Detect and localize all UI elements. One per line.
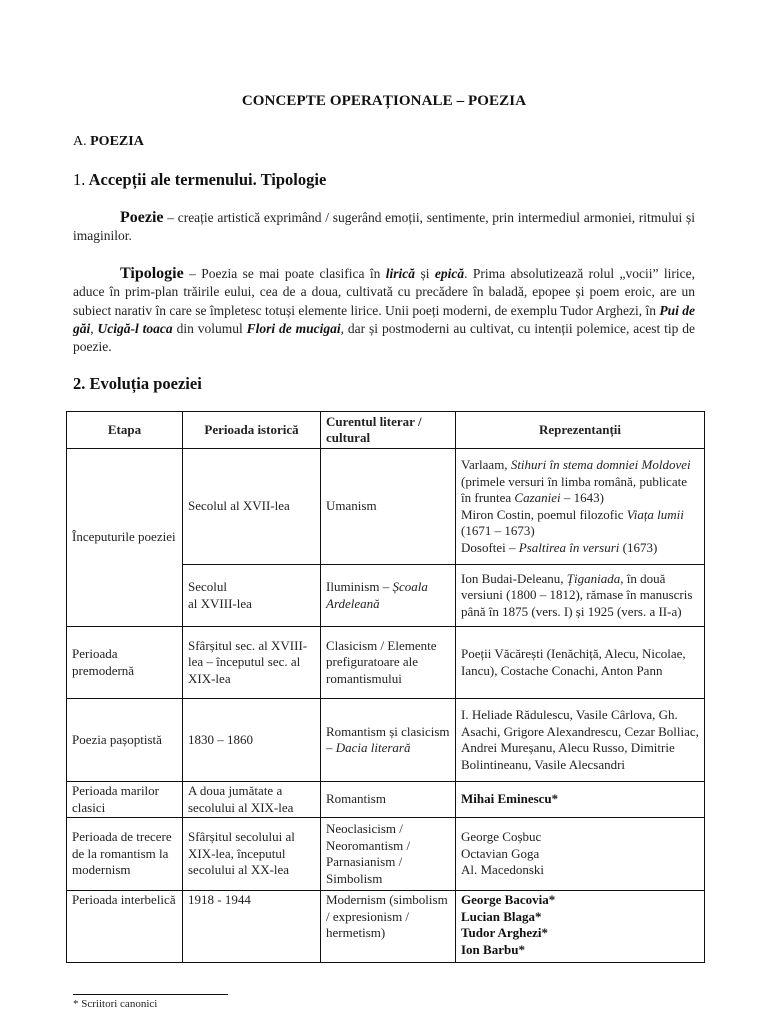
table-cell-curent: Romantism: [321, 782, 456, 818]
table-row: [67, 891, 705, 963]
heading-2-text: Evoluția poeziei: [89, 374, 202, 393]
table-cell-curent: Umanism: [321, 449, 456, 565]
table-cell-curent: Neoclasicism / Neoromantism / Parnasianism / Simbolism: [321, 818, 456, 891]
text-run: și: [415, 266, 435, 281]
heading-2-number: 2.: [73, 374, 86, 393]
canonical-author: Tudor Arghezi*: [461, 925, 549, 940]
work-title: Flori de mucigai: [246, 320, 341, 336]
table-row: [67, 627, 705, 699]
heading-1: [73, 170, 326, 190]
heading-2: [73, 374, 202, 394]
table-cell-reprezentanti: I. Heliade Rădulescu, Vasile Cârlova, Gh. Asachi, Grigore Alexandrescu, Cezar Bolliac, Andrei Mureșanu, Alecu Russo, Dimitrie Bolintineanu, Vasile Alecsandri: [456, 699, 705, 782]
heading-1-text: Accepții ale termenului. Tipologie: [88, 170, 327, 189]
section-a-label: POEZIA: [90, 134, 144, 149]
work-title: Viața lumii: [626, 506, 684, 522]
table-row: [67, 818, 705, 891]
table-header-row: [67, 412, 705, 449]
emphasis-text: Școala Ardeleană: [326, 579, 428, 611]
text-run: . Prima absolutizează rolul „vocii” lirice, aduce în prim-plan trăirile eului, cea de a doua, cultivată cu precădere în baladă, epopee și poem eroic, are un subiect narativ în care se împletesc totuși elemente lirice. Unii poeți moderni, de exemplu Tudor Arghezi, în: [73, 266, 695, 318]
table-cell-reprezentanti: [456, 891, 705, 963]
footnote-divider: [73, 994, 228, 995]
work-title: Țiganiada: [566, 570, 621, 586]
text-run: , în două versiuni (1800 – 1812), rămase în manuscris până în 1875 (vers. I) și 1925 (vers. a II-a): [461, 570, 693, 619]
text-run: Iluminism –: [326, 579, 393, 594]
table-cell-reprezentanti: Poeții Văcărești (Ienăchiță, Alecu, Nicolae, Iancu), Costache Conachi, Anton Pann: [456, 627, 705, 699]
table-cell-etapa: Perioada marilor clasici: [67, 782, 183, 818]
page-title: CONCEPTE OPERAȚIONALE – POEZIA: [241, 93, 527, 109]
table-cell-reprezentanti: [456, 565, 705, 627]
table-cell-perioada: 1830 – 1860: [183, 699, 321, 782]
term-poezie: Poezie: [120, 209, 164, 226]
table-cell-etapa: Perioada premodernă: [67, 627, 183, 699]
table-cell-etapa: Perioada interbelică: [67, 891, 183, 963]
table-cell-curent: [321, 699, 456, 782]
table-header: Etapa: [67, 412, 183, 449]
paragraph-poezie: [73, 209, 695, 246]
canonical-author: George Bacovia*: [461, 892, 556, 907]
text-run: (1671 – 1673): [461, 523, 535, 538]
table-cell-perioada: A doua jumătate a secolului al XIX-lea: [183, 782, 321, 818]
table-header: Reprezentanții: [456, 412, 705, 449]
table-cell-etapa: Începuturile poeziei: [67, 449, 183, 627]
paragraph-tipologie: [73, 265, 695, 356]
text-run: (1673): [619, 539, 658, 555]
table-cell-perioada: Sfârșitul secolului al XIX-lea, începutul secolului al XX-lea: [183, 818, 321, 891]
canonical-author: Mihai Eminescu*: [461, 791, 559, 807]
text-run: Romantism și clasicism –: [326, 723, 450, 755]
table-row: [67, 699, 705, 782]
table-cell-etapa: Poezia pașoptistă: [67, 699, 183, 782]
evolution-table: [66, 411, 705, 963]
table-row: [67, 782, 705, 818]
footnote: * Scriitori canonici: [73, 998, 158, 1010]
text-run: Miron Costin, poemul filozofic: [461, 506, 627, 522]
text-run: (primele versuri în limba română, publicate în fruntea: [461, 473, 687, 505]
table-row: [67, 449, 705, 565]
table-cell-perioada: Sfârșitul sec. al XVIII-lea – începutul sec. al XIX-lea: [183, 627, 321, 699]
table-cell-perioada: [183, 565, 321, 627]
section-a-heading: [73, 134, 144, 150]
work-title: Ucigă-l toaca: [97, 320, 173, 336]
emphasis-lirica: lirică: [385, 266, 416, 281]
work-title: Cazaniei: [514, 490, 561, 505]
text-run: al XVIII-lea: [188, 595, 252, 611]
section-a-number: A.: [73, 134, 87, 149]
text-run: ,: [90, 320, 98, 336]
table-cell-etapa: Perioada de trecere de la romantism la modernism: [67, 818, 183, 891]
table-cell-curent: Modernism (simbolism / expresionism / hermetism): [321, 891, 456, 963]
text-run: Ion Budai-Deleanu,: [461, 570, 567, 586]
canonical-author: Ion Barbu*: [461, 941, 525, 957]
table-cell-reprezentanti: [456, 449, 705, 565]
emphasis-epica: epică: [434, 266, 465, 281]
definition-poezie: – creație artistică exprimând / sugerând emoții, sentimente, prin intermediul armoniei, ritmului și imaginilor.: [73, 210, 695, 244]
canonical-author: Lucian Blaga*: [461, 908, 542, 924]
table-cell-perioada: Secolul al XVII-lea: [183, 449, 321, 565]
text-run: Dosoftei –: [461, 539, 519, 555]
text-run: , dar și postmoderni au cultivat, cu intenții polemice, acest tip de poezie.: [73, 320, 696, 355]
table-cell-perioada: 1918 - 1944: [183, 891, 321, 963]
text-run: Varlaam,: [461, 457, 511, 472]
author-name: Al. Macedonski: [461, 862, 545, 878]
table-cell-reprezentanti: [456, 782, 705, 818]
heading-1-number: 1.: [73, 170, 86, 189]
work-title: Stihuri în stema domniei Moldovei: [510, 457, 691, 472]
table-cell-curent: Clasicism / Elemente prefiguratoare ale romantismului: [321, 627, 456, 699]
work-title: Pui de găi: [73, 302, 695, 336]
table-header: Curentul literar / cultural: [321, 412, 456, 449]
author-name: George Coșbuc: [461, 829, 542, 845]
table-cell-curent: [321, 565, 456, 627]
text-run: din volumul: [172, 320, 247, 336]
work-title: Psaltirea în versuri: [518, 539, 620, 555]
author-name: Octavian Goga: [461, 845, 540, 861]
emphasis-text: Dacia literară: [335, 740, 411, 755]
text-run: – Poezia se mai poate clasifica în: [183, 266, 386, 281]
table-header: Perioada istorică: [183, 412, 321, 449]
term-tipologie: Tipologie: [120, 265, 184, 282]
text-run: Secolul: [188, 579, 227, 594]
table-cell-reprezentanti: [456, 818, 705, 891]
text-run: – 1643): [560, 490, 604, 505]
